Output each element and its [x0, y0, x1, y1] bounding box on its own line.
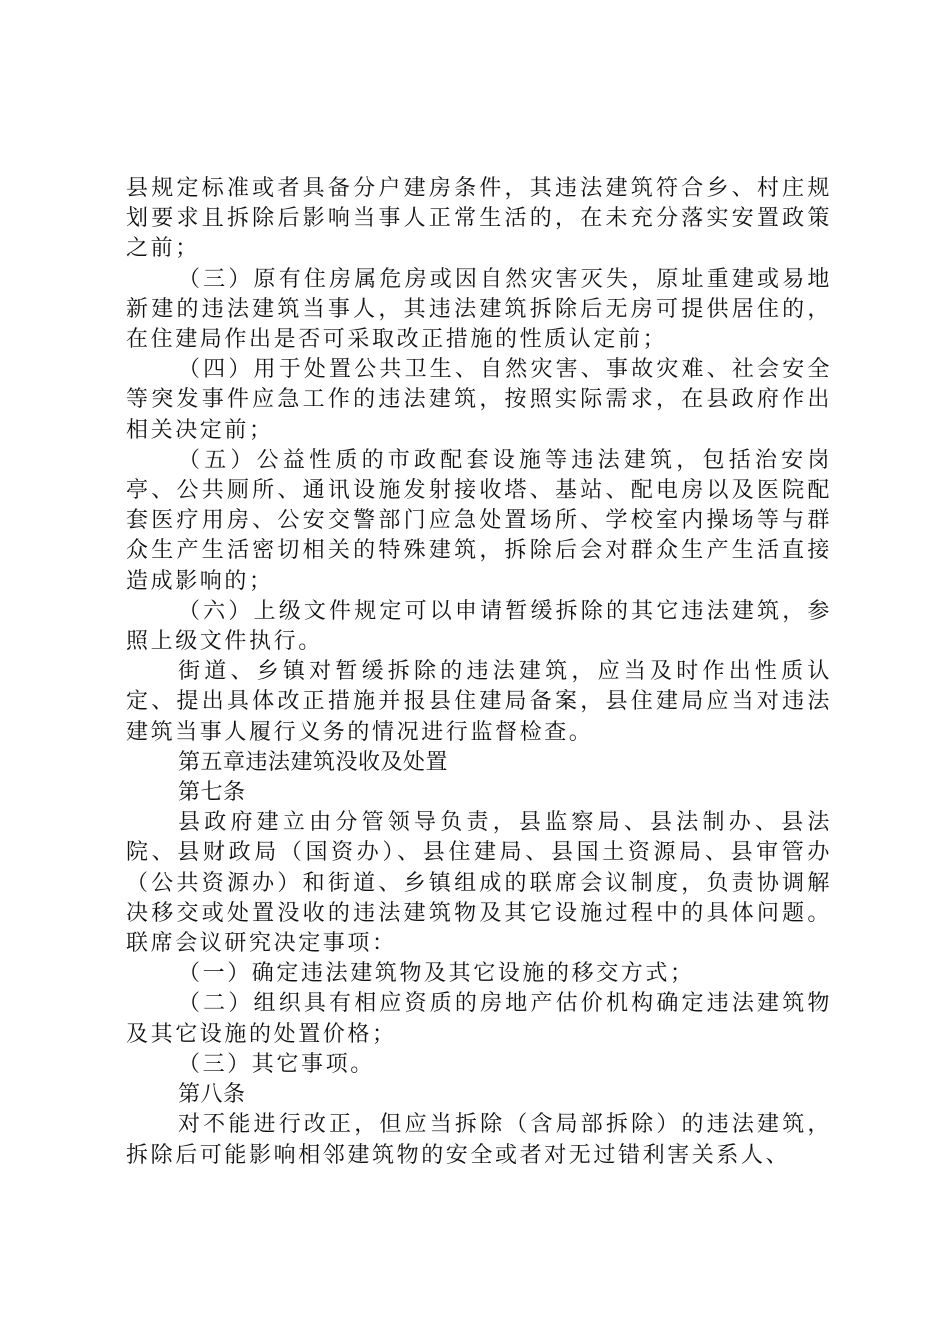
- article-7-body: 县政府建立由分管领导负责，县监察局、县法制办、县法院、县财政局（国资办）、县住建局、县国土资源局、县审管办（公共资源办）和街道、乡镇组成的联席会议制度，负责协调解决移交或处置没收的违法建筑物及其它设施过程中的具体问题。联席会议研究决定事项：: [126, 810, 832, 957]
- paragraph-item-6: （六）上级文件规定可以申请暂缓拆除的其它违法建筑，参照上级文件执行。: [126, 598, 832, 655]
- article-7-item-2: （二）组织具有相应资质的房地产估价机构确定违法建筑物及其它设施的处置价格；: [126, 991, 832, 1047]
- article-8-body: 对不能进行改正，但应当拆除（含局部拆除）的违法建筑，拆除后可能影响相邻建筑物的安全或者对无过错利害关系人、: [126, 1112, 832, 1168]
- paragraph-item-3: （三）原有住房属危房或因自然灾害灭失，原址重建或易地新建的违法建筑当事人，其违法建筑拆除后无房可提供居住的，在住建局作出是否可采取改正措施的性质认定前；: [126, 266, 832, 353]
- paragraph-street: 街道、乡镇对暂缓拆除的违法建筑，应当及时作出性质认定、提出具体改正措施并报县住建局备案，县住建局应当对违法建筑当事人履行义务的情况进行监督检查。: [126, 659, 832, 745]
- article-7-item-1: （一）确定违法建筑物及其它设施的移交方式；: [178, 961, 695, 987]
- chapter-heading: 第五章违法建筑没收及处置: [178, 749, 449, 775]
- paragraph-continuation: 县规定标准或者具备分户建房条件，其违法建筑符合乡、村庄规划要求且拆除后影响当事人正常生活的，在未充分落实安置政策之前；: [126, 176, 832, 262]
- article-7-heading: 第七条: [178, 780, 246, 806]
- article-8-heading: 第八条: [178, 1082, 246, 1108]
- document-body: [126, 174, 832, 1171]
- article-7-item-3: （三）其它事项。: [178, 1051, 375, 1077]
- paragraph-item-5: （五）公益性质的市政配套设施等违法建筑，包括治安岗亭、公共厕所、通讯设施发射接收塔、基站、配电房以及医院配套医疗用房、公安交警部门应急处置场所、学校室内操场等与群众生产生活密切相关的特殊建筑，拆除后会对群众生产生活直接造成影响的；: [126, 447, 832, 594]
- paragraph-item-4: （四）用于处置公共卫生、自然灾害、事故灾难、社会安全等突发事件应急工作的违法建筑，按照实际需求，在县政府作出相关决定前；: [126, 357, 832, 443]
